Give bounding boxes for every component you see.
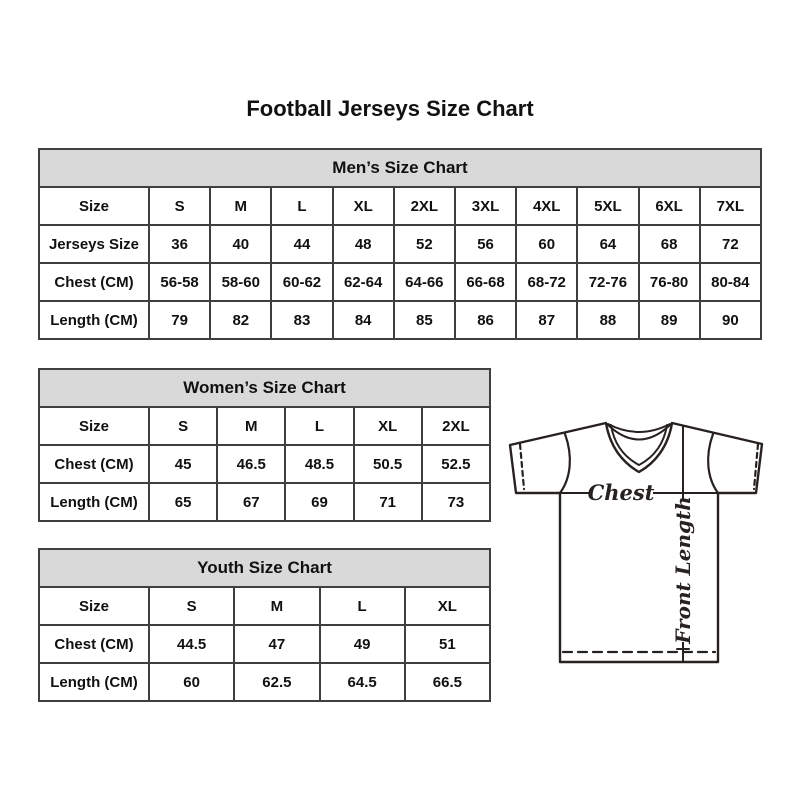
youth-table-row <box>39 587 490 625</box>
table-cell: 56 <box>455 225 516 263</box>
table-cell: S <box>149 587 234 625</box>
table-cell: XL <box>333 187 394 225</box>
mens-table-row <box>39 263 761 301</box>
table-cell: L <box>320 587 405 625</box>
table-cell: L <box>285 407 353 445</box>
collar-rib-icon <box>608 424 670 440</box>
womens-table-row <box>39 445 490 483</box>
table-cell: M <box>217 407 285 445</box>
table-cell: 60 <box>149 663 234 701</box>
table-cell: 68 <box>639 225 700 263</box>
table-cell: 40 <box>210 225 271 263</box>
table-cell: 76-80 <box>639 263 700 301</box>
table-cell: M <box>234 587 319 625</box>
table-cell: 48.5 <box>285 445 353 483</box>
youth-size-table <box>38 548 491 702</box>
table-cell: 85 <box>394 301 455 339</box>
table-cell: 2XL <box>394 187 455 225</box>
table-cell: 44 <box>271 225 332 263</box>
row-label: Length (CM) <box>39 663 149 701</box>
table-cell: S <box>149 407 217 445</box>
sleeve-seam-left-icon <box>560 434 570 493</box>
table-cell: XL <box>405 587 490 625</box>
page-title: Football Jerseys Size Chart <box>246 96 534 121</box>
table-cell: 72-76 <box>577 263 638 301</box>
womens-table-row <box>39 483 490 521</box>
mens-table-row <box>39 187 761 225</box>
table-cell: 60 <box>516 225 577 263</box>
table-cell: 64 <box>577 225 638 263</box>
table-cell: 3XL <box>455 187 516 225</box>
table-cell: 45 <box>149 445 217 483</box>
table-cell: 58-60 <box>210 263 271 301</box>
chest-label: Chest <box>587 480 655 505</box>
table-cell: 73 <box>422 483 490 521</box>
table-cell: 79 <box>149 301 210 339</box>
table-cell: 4XL <box>516 187 577 225</box>
table-cell: M <box>210 187 271 225</box>
table-cell: 66-68 <box>455 263 516 301</box>
table-cell: 80-84 <box>700 263 761 301</box>
row-label: Chest (CM) <box>39 263 149 301</box>
youth-table-title: Youth Size Chart <box>39 549 490 587</box>
table-cell: 44.5 <box>149 625 234 663</box>
jersey-measurement-diagram <box>503 400 768 670</box>
table-cell: 5XL <box>577 187 638 225</box>
front-length-label: Front Length <box>671 496 695 644</box>
table-cell: 84 <box>333 301 394 339</box>
mens-table-row <box>39 301 761 339</box>
row-label: Jerseys Size <box>39 225 149 263</box>
table-cell: 50.5 <box>354 445 422 483</box>
table-cell: 86 <box>455 301 516 339</box>
table-cell: 52.5 <box>422 445 490 483</box>
table-cell: 56-58 <box>149 263 210 301</box>
mens-table-title: Men’s Size Chart <box>39 149 761 187</box>
table-cell: L <box>271 187 332 225</box>
mens-table-row <box>39 225 761 263</box>
table-cell: 88 <box>577 301 638 339</box>
table-cell: 66.5 <box>405 663 490 701</box>
table-cell: 64-66 <box>394 263 455 301</box>
table-cell: 83 <box>271 301 332 339</box>
womens-table-row <box>39 407 490 445</box>
table-cell: 90 <box>700 301 761 339</box>
row-label: Length (CM) <box>39 483 149 521</box>
table-cell: 64.5 <box>320 663 405 701</box>
youth-table-row <box>39 625 490 663</box>
table-cell: 71 <box>354 483 422 521</box>
table-cell: 62.5 <box>234 663 319 701</box>
youth-table-row <box>39 663 490 701</box>
table-cell: 82 <box>210 301 271 339</box>
sleeve-seam-right-icon <box>708 434 718 493</box>
table-cell: 69 <box>285 483 353 521</box>
womens-table-title: Women’s Size Chart <box>39 369 490 407</box>
table-cell: 47 <box>234 625 319 663</box>
table-cell: 62-64 <box>333 263 394 301</box>
table-cell: 87 <box>516 301 577 339</box>
table-cell: 89 <box>639 301 700 339</box>
table-cell: 52 <box>394 225 455 263</box>
table-cell: 7XL <box>700 187 761 225</box>
table-cell: 48 <box>333 225 394 263</box>
row-label: Length (CM) <box>39 301 149 339</box>
table-cell: 6XL <box>639 187 700 225</box>
table-cell: 68-72 <box>516 263 577 301</box>
table-cell: 51 <box>405 625 490 663</box>
table-cell: 2XL <box>422 407 490 445</box>
womens-size-table <box>38 368 491 522</box>
table-cell: S <box>149 187 210 225</box>
row-label: Size <box>39 187 149 225</box>
mens-size-table <box>38 148 762 340</box>
row-label: Size <box>39 587 149 625</box>
table-cell: XL <box>354 407 422 445</box>
row-label: Size <box>39 407 149 445</box>
table-cell: 67 <box>217 483 285 521</box>
table-cell: 49 <box>320 625 405 663</box>
cuff-dash-left-icon <box>520 444 524 489</box>
table-cell: 60-62 <box>271 263 332 301</box>
table-cell: 36 <box>149 225 210 263</box>
jersey-outline-icon <box>510 423 762 662</box>
table-cell: 72 <box>700 225 761 263</box>
table-cell: 46.5 <box>217 445 285 483</box>
row-label: Chest (CM) <box>39 445 149 483</box>
table-cell: 65 <box>149 483 217 521</box>
row-label: Chest (CM) <box>39 625 149 663</box>
